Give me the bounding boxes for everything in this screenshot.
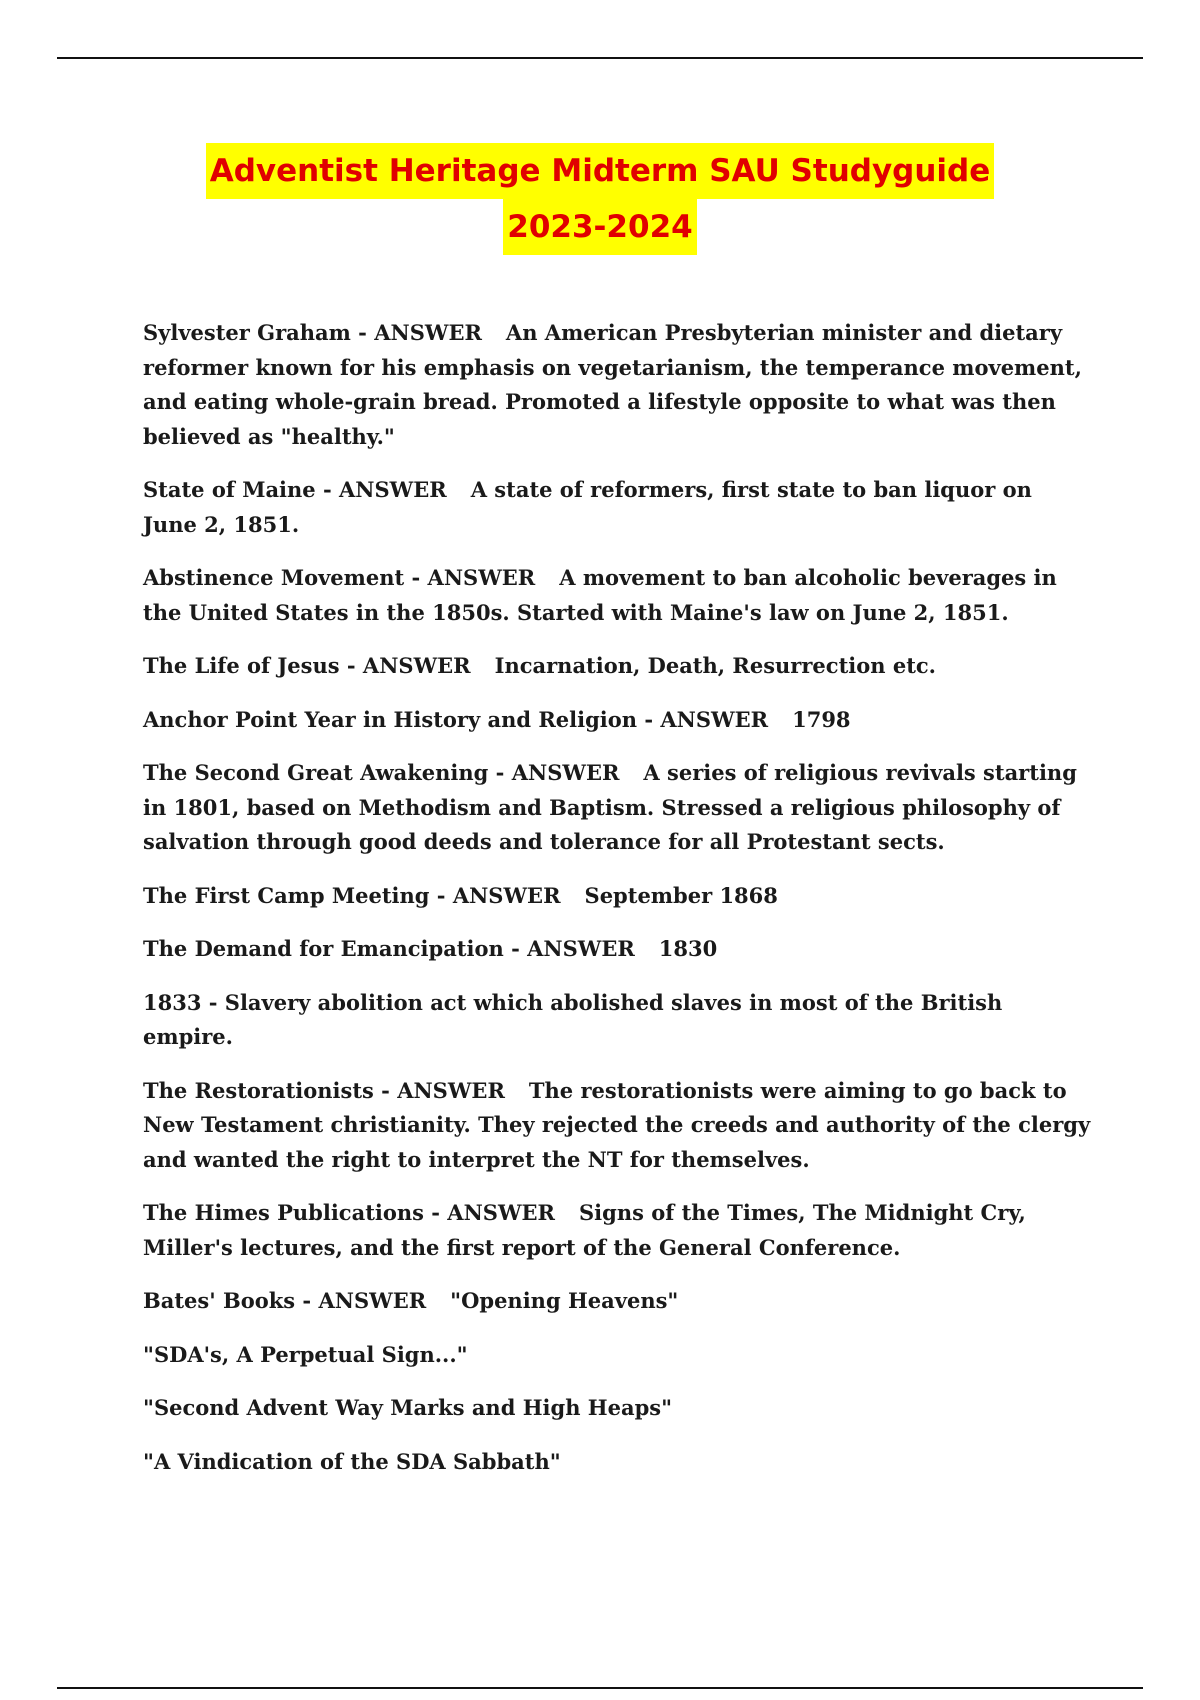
entry-term: The Demand for Emancipation - ANSWER [143, 936, 635, 961]
entry-second-advent-way-marks [143, 1391, 1093, 1426]
entry-term: Bates' Books - ANSWER [143, 1288, 427, 1313]
entry-answer: 1830 [658, 936, 718, 961]
entry-answer: A movement to ban alcoholic beverages in the United States in the 1850s. Started with Maine's law on June 2, 1851. [143, 565, 1057, 625]
entry-first-camp-meeting [143, 879, 1093, 914]
entry-term: State of Maine - ANSWER [143, 477, 447, 502]
entry-demand-for-emancipation [143, 932, 1093, 967]
entry-term: 1833 - Slavery abolition act which abolished slaves in most of the British empire. [143, 989, 1003, 1049]
entry-answer: 1798 [792, 706, 851, 732]
entry-term: The Second Great Awakening - ANSWER [143, 760, 620, 785]
entry-term: The Himes Publications - ANSWER [143, 1200, 556, 1225]
entry-answer: Signs of the Times, The Midnight Cry, Miller's lectures, and the first report of the General Conference. [143, 1200, 1026, 1260]
entry-term: Sylvester Graham - ANSWER [143, 320, 482, 345]
entry-term: The Restorationists - ANSWER [143, 1077, 505, 1103]
entry-answer: "Opening Heavens" [450, 1288, 679, 1313]
entry-answer: A state of reformers, first state to ban liquor on June 2, 1851. [143, 477, 1032, 537]
entry-bates-books [143, 1284, 1093, 1319]
entry-answer: A series of religious revivals starting in 1801, based on Methodism and Baptism. Stressed a religious philosophy of salvation through good deeds and tolerance for all Protestant sects. [143, 760, 1077, 854]
entry-term: "Second Advent Way Marks and High Heaps" [143, 1395, 673, 1420]
entry-second-great-awakening [143, 756, 1093, 860]
bottom-rule [57, 1687, 1143, 1689]
entry-answer: Incarnation, Death, Resurrection etc. [494, 653, 936, 678]
study-entries [143, 316, 1093, 1498]
entry-restorationists [143, 1074, 1093, 1178]
entry-term: "A Vindication of the SDA Sabbath" [143, 1448, 561, 1474]
entry-vindication-sda-sabbath [143, 1445, 1093, 1480]
entry-slavery-abolition-act [143, 986, 1093, 1055]
entry-sylvester-graham [143, 316, 1093, 454]
document-title [0, 143, 1200, 255]
title-line-1: Adventist Heritage Midterm SAU Studyguide [206, 143, 995, 199]
entry-answer: September 1868 [584, 882, 778, 908]
entry-answer: The restorationists were aiming to go back to New Testament christianity. They rejected the creeds and authority of the clergy and wanted the right to interpret the NT for themselves. [143, 1077, 1091, 1172]
top-rule [57, 57, 1143, 59]
entry-abstinence-movement [143, 561, 1093, 630]
entry-state-of-maine [143, 473, 1093, 542]
entry-term: The First Camp Meeting - ANSWER [143, 882, 561, 908]
entry-term: Abstinence Movement - ANSWER [143, 565, 536, 590]
entry-term: "SDA's, A Perpetual Sign..." [143, 1341, 468, 1367]
entry-answer: An American Presbyterian minister and dietary reformer known for his emphasis on vegetarianism, the temperance movement, and eating whole-grain bread. Promoted a lifestyle opposite to what was then believed as "healthy." [143, 320, 1082, 449]
entry-anchor-point-year [143, 703, 1093, 738]
title-line-2: 2023-2024 [503, 199, 696, 255]
entry-life-of-jesus [143, 649, 1093, 684]
entry-term: The Life of Jesus - ANSWER [143, 653, 471, 678]
entry-sda-perpetual-sign [143, 1338, 1093, 1373]
entry-term: Anchor Point Year in History and Religion - ANSWER [143, 706, 769, 732]
entry-himes-publications [143, 1196, 1093, 1265]
